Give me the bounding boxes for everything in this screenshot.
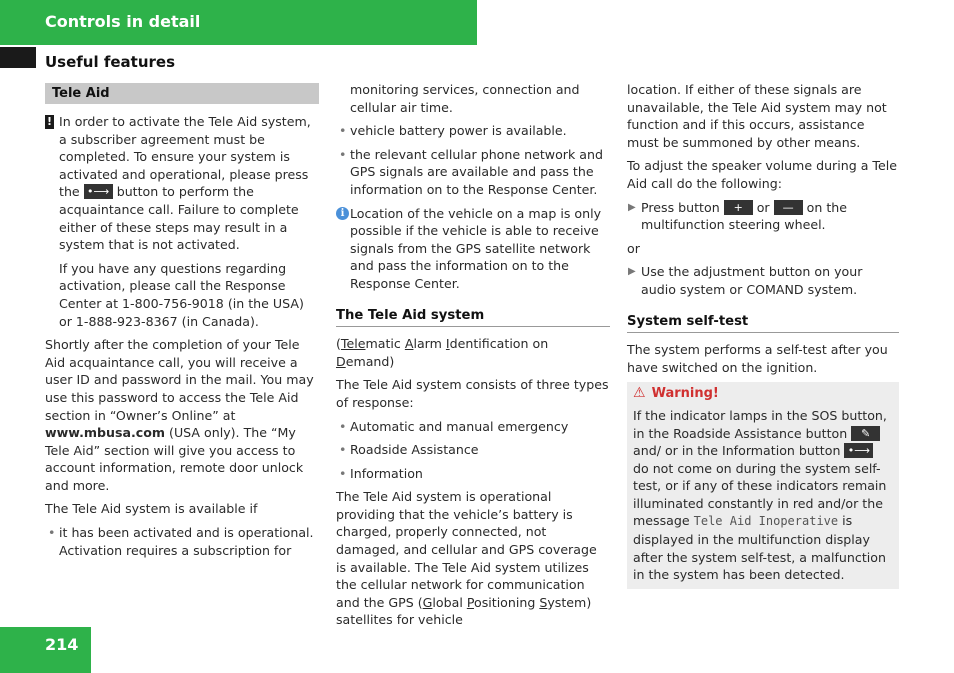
exclamation-icon: ! xyxy=(46,115,53,128)
paragraph-volume: To adjust the speaker volume during a Tele Aid call do the following: xyxy=(627,158,897,191)
step-item: ▶ Use the adjustment button on your audio system or COMAND system. xyxy=(628,264,863,297)
display-message: Tele Aid Inoperative xyxy=(693,514,839,529)
chapter-title: Controls in detail xyxy=(45,12,201,31)
info-icon: i xyxy=(336,207,349,220)
list-item: • Automatic and manual emergency xyxy=(339,418,569,434)
warning-heading: ⚠ Warning! xyxy=(633,385,719,402)
wrench-button-icon: ✎ xyxy=(851,426,880,441)
paragraph-availability: The Tele Aid system is available if xyxy=(45,501,258,517)
section-tab-marker xyxy=(0,47,36,68)
info-note: i Location of the vehicle on a map is only possible if the vehicle is able to receive signals from the GPS satellite network and pass the information on to the Response Center. xyxy=(336,205,610,293)
notice-block xyxy=(45,113,319,330)
notice-paragraph-2: If you have any questions regarding activation, please call the Response Center at 1-800-756-9018 (in the USA) or 1-888-923-8367 (in Canada). xyxy=(59,260,304,329)
paragraph-user-id: Shortly after the completion of your Tele Aid acquaintance call, you will receive a user ID and password in the mail. You may use this password to access the Tele Aid section in “Owner’s Online” at www.mbusa.com (USA only). The “My Tele Aid” section will give you access to account information, remote door unlock and more. xyxy=(45,337,314,493)
tele-aid-section-bar: Tele Aid xyxy=(45,83,319,104)
section-title: Useful features xyxy=(45,53,176,71)
or-text: or xyxy=(627,240,640,256)
paragraph-operational: The Tele Aid system is operational providing that the vehicle’s battery is charged, properly connected, not damaged, and cellular and GPS coverage is available. The Tele Aid system utilizes the cellular network for communication and the GPS (Global Positioning System) satellites for vehicle xyxy=(336,489,597,628)
phone-button-icon: •⟶ xyxy=(84,184,113,199)
continuation-text: location. If either of these signals are unavailable, the Tele Aid system may not function and if this occurs, assistance must be summoned by other means. xyxy=(627,82,887,150)
column-2 xyxy=(336,81,610,635)
paragraph-self-test: The system performs a self-test after you have switched on the ignition. xyxy=(627,342,888,375)
column-1 xyxy=(45,83,319,565)
step-item: ▶ Press button + or — on the multifunction steering wheel. xyxy=(628,199,847,233)
continuation-text: monitoring services, connection and cellular air time. xyxy=(350,82,580,115)
warning-box xyxy=(627,382,899,589)
acronym-expansion: (Telematic Alarm Identification on Demand) xyxy=(336,336,549,369)
list-item: • Information xyxy=(339,465,423,481)
mbusa-link[interactable]: www.mbusa.com xyxy=(45,425,166,441)
warning-text: If the indicator lamps in the SOS button, in the Roadside Assistance button ✎ and/ or in the Information button •⟶ do not come on during the system self-test, or if any of these indicators remain illuminated constantly in red and/or the message Tele Aid Inoperative is displayed in the multifunction display after the system self-test, a malfunction in the system has been detected. xyxy=(633,407,887,583)
paragraph-response-types: The Tele Aid system consists of three types of response: xyxy=(336,377,609,410)
column-3 xyxy=(627,81,899,589)
list-item: • Roadside Assistance xyxy=(339,442,479,458)
tele-aid-system-heading: The Tele Aid system xyxy=(336,307,610,328)
warning-triangle-icon: ⚠ xyxy=(633,385,646,402)
plus-button-icon: + xyxy=(724,200,753,215)
info-button-icon: •⟶ xyxy=(844,443,873,458)
page-number: 214 xyxy=(45,635,79,654)
list-item: • the relevant cellular phone network and GPS signals are available and pass the information on to the Response Center. xyxy=(339,146,603,197)
minus-button-icon: — xyxy=(774,200,803,215)
self-test-heading: System self-test xyxy=(627,313,899,334)
notice-paragraph-1: In order to activate the Tele Aid system, a subscriber agreement must be completed. To ensure your system is activated and operational, please press the •⟶ button to perform the acquaintance call. Failure to complete either of these steps may result in a system that is not activated. xyxy=(59,114,311,253)
list-item: • vehicle battery power is available. xyxy=(339,123,567,139)
list-item: • it has been activated and is operational. Activation requires a subscription for xyxy=(48,525,314,558)
